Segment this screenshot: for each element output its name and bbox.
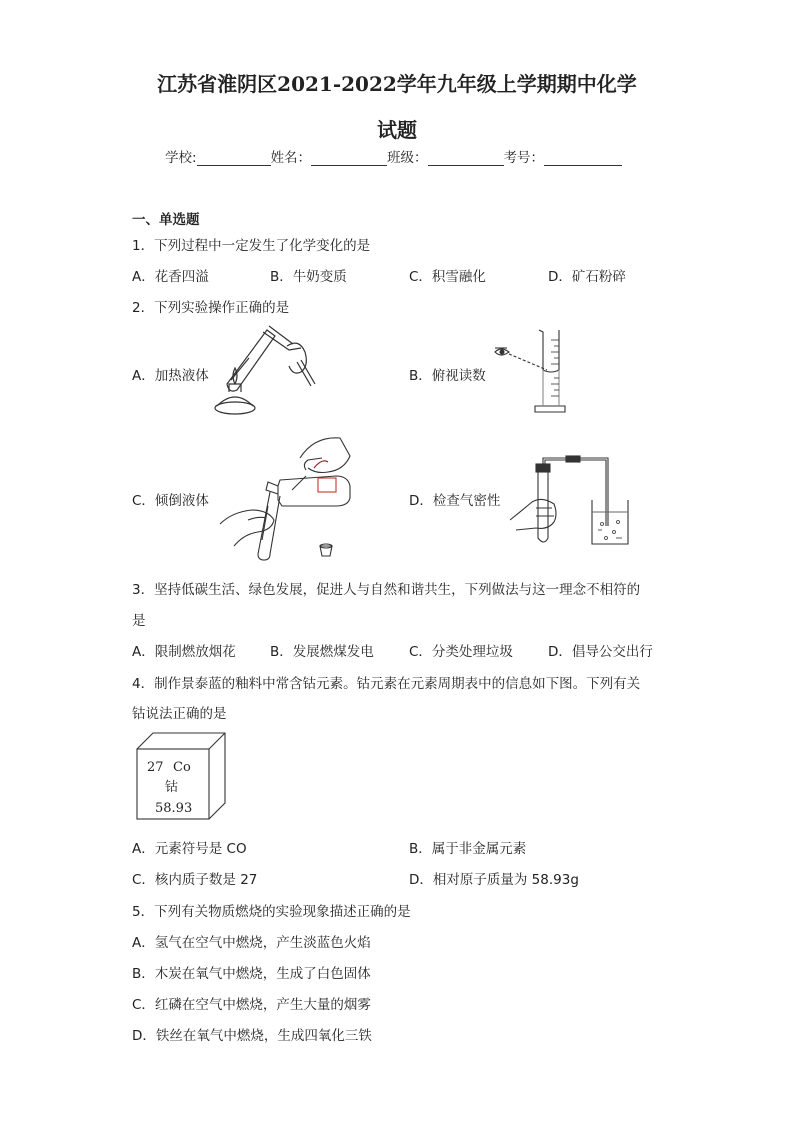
- element-number: 27: [147, 760, 164, 775]
- q4-option-a[interactable]: A．元素符号是 CO: [132, 841, 247, 857]
- q2-option-c[interactable]: C．倾倒液体: [132, 493, 209, 509]
- heating-liquid-illustration: [205, 322, 325, 417]
- header-fields: [165, 146, 622, 166]
- cobalt-element-box: [137, 733, 229, 821]
- q3-stem-line1: 3．坚持低碳生活、绿色发展，促进人与自然和谐共生，下列做法与这一理念不相符的: [132, 582, 641, 598]
- q4-option-c[interactable]: C．核内质子数是 27: [132, 872, 258, 888]
- q4-stem-line2: 钴说法正确的是: [132, 706, 227, 722]
- school-field[interactable]: [197, 151, 271, 166]
- q3-option-a[interactable]: A．限制燃放烟花: [132, 644, 236, 660]
- page-title-line1: 江苏省淮阴区2021-2022学年九年级上学期期中化学: [157, 72, 637, 96]
- exam-no-label: 考号：: [503, 150, 545, 166]
- q4-stem-line1: 4．制作景泰蓝的釉料中常含钴元素。钴元素在元素周期表中的信息如下图。下列有关: [132, 676, 641, 692]
- q5-option-d[interactable]: D．铁丝在氧气中燃烧，生成四氧化三铁: [132, 1028, 372, 1044]
- q3-option-d[interactable]: D．倡导公交出行: [548, 644, 653, 660]
- q5-option-c[interactable]: C．红磷在空气中燃烧，产生大量的烟雾: [132, 997, 371, 1013]
- q5-option-a[interactable]: A．氢气在空气中燃烧，产生淡蓝色火焰: [132, 935, 371, 951]
- class-field[interactable]: [428, 151, 504, 166]
- q1-stem: 1．下列过程中一定发生了化学变化的是: [132, 238, 371, 254]
- q3-stem-line2: 是: [132, 613, 146, 629]
- name-label: 姓名：: [270, 150, 312, 166]
- q2-option-b[interactable]: B．俯视读数: [409, 368, 486, 384]
- school-label: 学校:: [165, 150, 197, 166]
- q1-option-b[interactable]: B．牛奶变质: [270, 269, 347, 285]
- q4-option-b[interactable]: B．属于非金属元素: [409, 841, 527, 857]
- element-mass: 58.93: [155, 801, 193, 816]
- q3-option-b[interactable]: B．发展燃煤发电: [270, 644, 374, 660]
- q3-option-c[interactable]: C．分类处理垃圾: [409, 644, 513, 660]
- q2-option-a[interactable]: A．加热液体: [132, 368, 209, 384]
- q2-stem: 2．下列实验操作正确的是: [132, 300, 290, 316]
- section-heading: 一、单选题: [132, 212, 200, 228]
- q1-option-a[interactable]: A．花香四溢: [132, 269, 209, 285]
- exam-no-field[interactable]: [544, 151, 622, 166]
- airtightness-check-illustration: [510, 452, 638, 548]
- element-symbol: Co: [173, 760, 191, 775]
- graduated-cylinder-illustration: [493, 326, 573, 416]
- pouring-liquid-illustration: [218, 428, 363, 566]
- q4-option-d[interactable]: D．相对原子质量为 58.93g: [409, 872, 579, 888]
- element-name: 钴: [165, 780, 179, 795]
- q5-stem: 5．下列有关物质燃烧的实验现象描述正确的是: [132, 904, 411, 920]
- q5-option-b[interactable]: B．木炭在氧气中燃烧，生成了白色固体: [132, 966, 371, 982]
- name-field[interactable]: [311, 151, 387, 166]
- page-title-line2: 试题: [377, 118, 417, 142]
- q1-option-c[interactable]: C．积雪融化: [409, 269, 486, 285]
- q1-option-d[interactable]: D．矿石粉碎: [548, 269, 626, 285]
- class-label: 班级：: [387, 150, 428, 166]
- q2-option-d[interactable]: D．检查气密性: [409, 493, 501, 509]
